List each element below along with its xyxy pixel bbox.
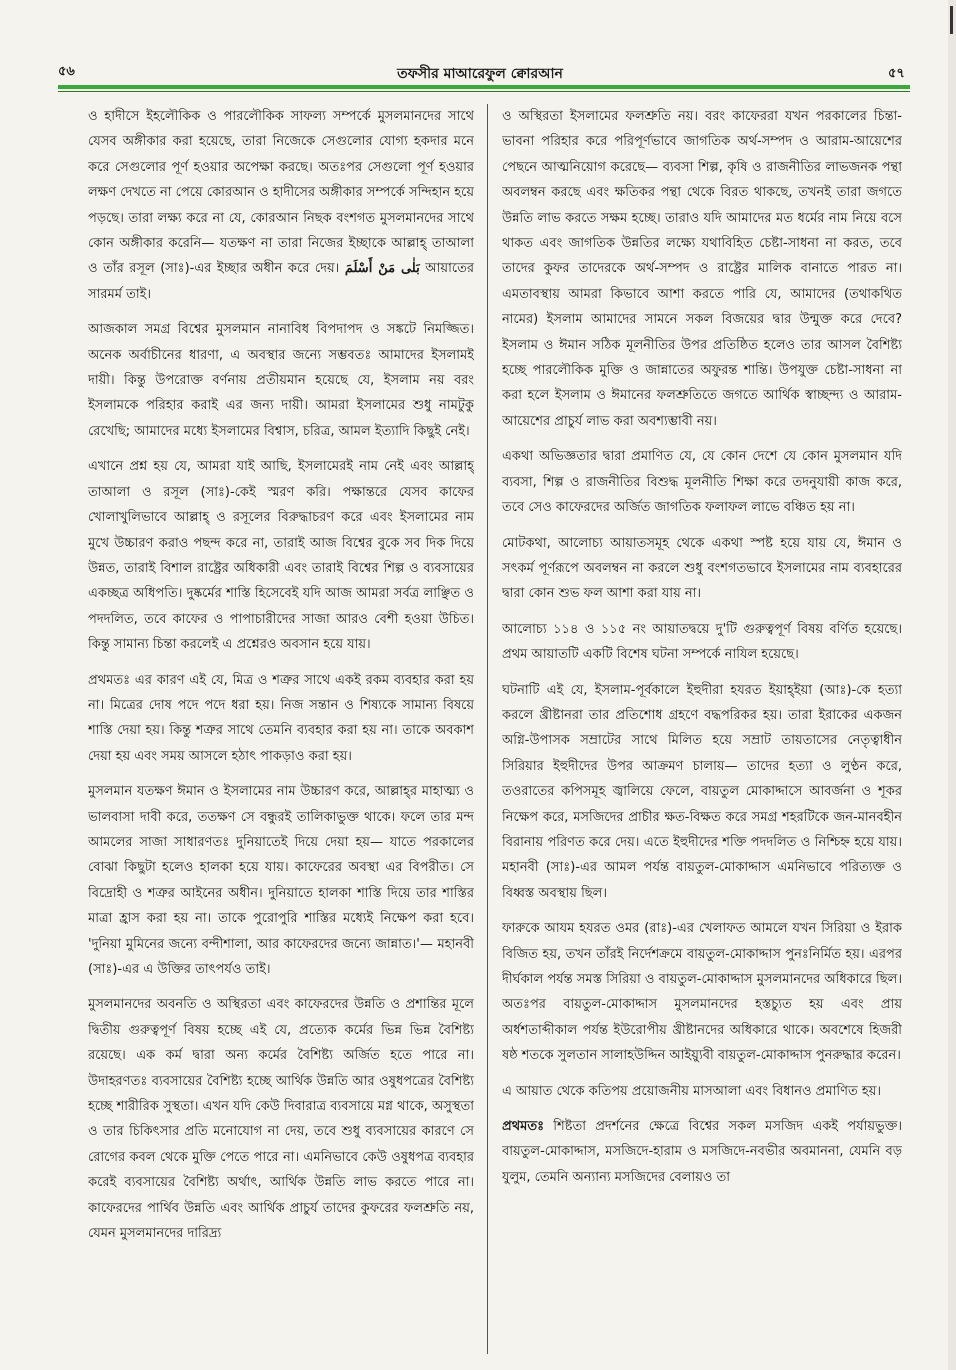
paragraph: এখানে প্রশ্ন হয় যে, আমরা যাই আছি, ইসলামেরই নাম নেই এবং আল্লাহ্ তাআলা ও রসূল (সাঃ)-কেই স্মরণ করি। পক্ষান্তরে যেসব কাফের খোলাখুলিভাবে আল্লাহ্ ও রসূলের বিরুদ্ধাচরণ করে এবং ইসলামের নাম মুখে উচ্চারণ করাও পছন্দ করে না, তারাই আজ বিশ্বের বুকে সব দিক দিয়ে উন্নত, তারাই বিশাল রাষ্ট্রের অধিকারী এবং তারাই বিশ্বের শিল্প ও ব্যবসায়ের একচ্ছত্র অধিপতি। দুষ্কর্মের শাস্তি হিসেবেই যদি আজ আমরা সর্বত্র লাঞ্ছিত ও পদদলিত, তবে কাফের ও পাপাচারীদের সাজা আরও বেশী হওয়া উচিত। কিন্তু সামান্য চিন্তা করলেই এ প্রশ্নেরও অবসান হয়ে যায়। xyxy=(88,459,474,653)
paragraph: মুসলমানদের অবনতি ও অস্থিরতা এবং কাফেরদের উন্নতি ও প্রশান্তির মূলে দ্বিতীয় গুরুত্বপূর্ণ বিষয় হচ্ছে এই যে, প্রত্যেক কর্মের ভিন্ন ভিন্ন বৈশিষ্ট্য রয়েছে। এক কর্ম দ্বারা অন্য কর্মের বৈশিষ্ট্য অর্জিত হতে পারে না। উদাহরণতঃ ব্যবসায়ের বৈশিষ্ট্য হচ্ছে আর্থিক উন্নতি আর ওষুধপত্রের বৈশিষ্ট্য হচ্ছে শারীরিক সুস্থতা। এখন যদি কেউ দিবারাত্র ব্যবসায়ে মগ্ন থাকে, অসুস্থতা ও তার চিকিৎসার প্রতি মনোযোগ না দেয়, তবে শুধু ব্যবসায়ের কারণে সে রোগের কবল থেকে মুক্তি পেতে পারে না। এমনিভাবে কেউ ওষুধপত্র ব্যবহার করেই ব্যবসায়ের বৈশিষ্ট্য অর্থাৎ, আর্থিক উন্নতি লাভ করতে পারে না। কাফেরদের পার্থিব উন্নতি এবং আর্থিক প্রাচুর্য তাদের কুফরের ফলশ্রুতি নয়, যেমন মুসলমানদের দারিদ্র্য xyxy=(88,997,474,1242)
paragraph: মুসলমান যতক্ষণ ঈমান ও ইসলামের নাম উচ্চারণ করে, আল্লাহ্‌র মাহাত্ম্য ও ভালবাসা দাবী করে, ততক্ষণ সে বন্ধুরই তালিকাভুক্ত থাকে। ফলে তার মন্দ আমলের সাজা সাধারণতঃ দুনিয়াতেই দিয়ে দেয়া হয়— যাতে পরকালের বোঝা কিছুটা হলেও হালকা হয়ে যায়। কাফেরের অবস্থা এর বিপরীত। সে বিদ্রোহী ও শত্রুর আইনের অধীন। দুনিয়াতে হালকা শাস্তি দিয়ে তার শাস্তির মাত্রা হ্রাস করা হয় না। তাকে পুরোপুরি শাস্তির মধ্যেই নিক্ষেপ করা হবে। 'দুনিয়া মুমিনের জন্যে বন্দীশালা, আর কাফেরদের জন্যে জান্নাত।'— মহানবী (সাঃ)-এর এ উক্তির তাৎপর্যও তাই। xyxy=(88,784,474,977)
paragraph: ও অস্থিরতা ইসলামের ফলশ্রুতি নয়। বরং কাফেররা যখন পরকালের চিন্তা-ভাবনা পরিহার করে পরিপূর্ণভাবে জাগতিক অর্থ-সম্পদ ও আরাম-আয়েশের পেছনে আত্মনিয়োগ করেছে— ব্যবসা শিল্প, কৃষি ও রাজনীতির লাভজনক পন্থা অবলম্বন করছে এবং ক্ষতিকর পন্থা থেকে বিরত থাকছে, তখনই তারা জগতে উন্নতি লাভ করতে সক্ষম হচ্ছে। তারাও যদি আমাদের মত ধর্মের নাম নিয়ে বসে থাকত এবং জাগতিক উন্নতির লক্ষ্যে যথাবিহিত চেষ্টা-সাধনা না করত, তবে তাদের কুফর তাদেরকে অর্থ-সম্পদ ও রাষ্ট্রের মালিক বানাতে পারত না। এমতাবস্থায় আমরা কিভাবে আশা করতে পারি যে, আমাদের (তথাকথিত নামের) ইসলাম আমাদের সামনে সকল বিজয়ের দ্বার উন্মুক্ত করে দেবে? ইসলাম ও ঈমান সঠিক মূলনীতির উপর প্রতিষ্ঠিত হলেও তার আসল বৈশিষ্ট্য হচ্ছে পারলৌকিক মুক্তি ও জান্নাতের অফুরন্ত শান্তি। উপযুক্ত চেষ্টা-সাধনা না করা হলে ইসলাম ও ঈমানের ফলশ্রুতিতে জগতে আর্থিক স্বাচ্ছন্দ্য ও আরাম-আয়েশের প্রাচুর্য লাভ করা অবশ্যম্ভাবী নয়। xyxy=(502,109,902,429)
page-number-right: ৫৭ xyxy=(888,66,905,81)
header-rule-thin xyxy=(58,91,910,92)
page-edge xyxy=(948,0,956,1370)
paragraph: প্রথমতঃ এর কারণ এই যে, মিত্র ও শত্রুর সাথে একই রকম ব্যবহার করা হয় না। মিত্রের দোষ পদে পদে ধরা হয়। নিজ সন্তান ও শিষ্যকে সামান্য বিষয়ে শাস্তি দেয়া হয়। কিন্তু শত্রুর সাথে তেমনি ব্যবহার করা হয় না। তাকে অবকাশ দেয়া হয় এবং সময় আসলে হঠাৎ পাকড়াও করা হয়। xyxy=(88,672,474,764)
paragraph: আজকাল সমগ্র বিশ্বের মুসলমান নানাবিধ বিপদাপদ ও সঙ্কটে নিমজ্জিত। অনেক অর্বাচীনের ধারণা, এ অবস্থার জন্যে সম্ভবতঃ আমাদের ইসলামই দায়ী। কিন্তু উপরোক্ত বর্ণনায় প্রতীয়মান হয়েছে যে, ইসলাম নয় বরং ইসলামকে পরিহার করাই এর জন্য দায়ী। আমরা ইসলামের শুধু নামটুকু রেখেছি; আমাদের মধ্যে ইসলামের বিশ্বাস, চরিত্র, আমল ইত্যাদি কিছুই নেই। xyxy=(88,322,474,439)
paragraph-tail: আয়াতের সারমর্ম তাই। xyxy=(88,261,474,302)
paragraph: ঘটনাটি এই যে, ইসলাম-পূর্বকালে ইহুদীরা হযরত ইয়াহ্ইয়া (আঃ)-কে হত্যা করলে খ্রীষ্টানরা তার প্রতিশোধ গ্রহণে বদ্ধপরিকর হয়। তারা ইরাকের একজন অগ্নি-উপাসক সম্রাটের সাথে মিলিত হয়ে সম্রাট তায়তাসের নেতৃত্বাধীন সিরিয়ার ইহুদীদের উপর আক্রমণ চালায়— তাদের হত্যা ও লুণ্ঠন করে, তওরাতের কপিসমূহ জ্বালিয়ে ফেলে, বায়তুল মোকাদ্দাসে আবর্জনা ও শূকর নিক্ষেপ করে, মসজিদের প্রাচীর ক্ষত-বিক্ষত করে সমগ্র শহরটিকে জন-মানবহীন বিরানায় পরিণত করে দেয়। এতে ইহুদীদের শক্তি পদদলিত ও নিশ্চিহ্ন হয়ে যায়। মহানবী (সাঃ)-এর আমল পর্যন্ত বায়তুল-মোকাদ্দাস এমনিভাবে পরিত্যক্ত ও বিধ্বস্ত অবস্থায় ছিল। xyxy=(502,682,902,901)
page-number-left: ৫৬ xyxy=(58,64,75,79)
paragraph: ফারুকে আযম হযরত ওমর (রাঃ)-এর খেলাফত আমলে যখন সিরিয়া ও ইরাক বিজিত হয়, তখন তাঁরই নির্দেশক্রমে বায়তুল-মোকাদ্দাস পুনঃনির্মিত হয়। এরপর দীর্ঘকাল পর্যন্ত সমস্ত সিরিয়া ও বায়তুল-মোকাদ্দাস মুসলমানদের অধিকারে ছিল। অতঃপর বায়তুল-মোকাদ্দাস মুসলমানদের হস্তচ্যুত হয় এবং প্রায় অর্ধশতাব্দীকাল পর্যন্ত ইউরোপীয় খ্রীষ্টানদের অধিকারে থাকে। অবশেষে হিজরী ষষ্ঠ শতকে সুলতান সালাহউদ্দিন আইয়্যুবী বায়তুল-মোকাদ্দাস পুনরুদ্ধার করেন। xyxy=(502,921,902,1064)
paragraph: এ আয়াত থেকে কতিপয় প্রয়োজনীয় মাসআলা এবং বিধানও প্রমাণিত হয়। xyxy=(502,1083,882,1099)
page-header xyxy=(0,0,956,92)
header-rule xyxy=(58,85,910,89)
paragraph-lead: প্রথমতঃ xyxy=(502,1119,545,1135)
left-column xyxy=(88,104,474,1360)
arabic-phrase: بَلٰى مَنْ أَسْلَمَ xyxy=(344,261,420,277)
paragraph: একথা অভিজ্ঞতার দ্বারা প্রমাণিত যে, যে কোন দেশে যে কোন মুসলমান যদি ব্যবসা, শিল্প ও রাজনীতির বিশুদ্ধ মূলনীতি শিক্ষা করে তদনুযায়ী কাজ করে, তবে সেও কাফেরদের অর্জিত জাগতিক ফলাফল লাভে বঞ্চিত হয় না। xyxy=(502,449,902,516)
paragraph xyxy=(502,1114,902,1190)
right-column xyxy=(502,104,902,1360)
paragraph-text: শিষ্টতা প্রদর্শনের ক্ষেত্রে বিশ্বের সকল মসজিদ একই পর্যায়ভুক্ত। বায়তুল-মোকাদ্দাস, মসজিদে-হারাম ও মসজিদে-নবভীর অবমাননা, যেমনি বড় যুলুম, তেমনি অন্যান্য মসজিদের বেলায়ও তা xyxy=(502,1119,902,1185)
running-title: তফসীর মাআরেফুল ক্বোরআন xyxy=(397,66,563,82)
paragraph: মোটকথা, আলোচ্য আয়াতসমূহ থেকে একথা স্পষ্ট হয়ে যায় যে, ঈমান ও সৎকর্ম পূর্ণরূপে অবলম্বন না করলে শুধু বংশগতভাবে ইসলামের নাম ব্যবহারের দ্বারা কোন শুভ ফল আশা করা যায় না। xyxy=(502,535,902,602)
paragraph xyxy=(88,104,474,307)
paragraph-text: ও হাদীসে ইহলৌকিক ও পারলৌকিক সাফল্য সম্পর্কে মুসলমানদের সাথে যেসব অঙ্গীকার করা হয়েছে, তারা নিজেকে সেগুলোর যোগ্য হকদার মনে করে সেগুলোর পূর্ণ হওয়ার অপেক্ষা করছে। অতঃপর সেগুলো পূর্ণ হওয়ার লক্ষণ দেখতে না পেয়ে কোরআন ও হাদীসের অঙ্গীকার সম্পর্কে সন্দিহান হয়ে পড়ছে। তারা লক্ষ্য করে না যে, কোরআন নিছক বংশগত মুসলমানদের সাথে কোন অঙ্গীকার করেনি— যতক্ষণ না তারা নিজের ইচ্ছাকে আল্লাহ্ তাআলা ও তাঁর রসূল (সাঃ)-এর ইচ্ছার অধীন করে দেয়। xyxy=(88,109,474,277)
column-divider xyxy=(487,104,488,1354)
paragraph: আলোচ্য ১১৪ ও ১১৫ নং আয়াতদ্বয়ে দু'টি গুরুত্বপূর্ণ বিষয় বর্ণিত হয়েছে। প্রথম আয়াতটি একটি বিশেষ ঘটনা সম্পর্কে নাযিল হয়েছে। xyxy=(502,621,902,663)
